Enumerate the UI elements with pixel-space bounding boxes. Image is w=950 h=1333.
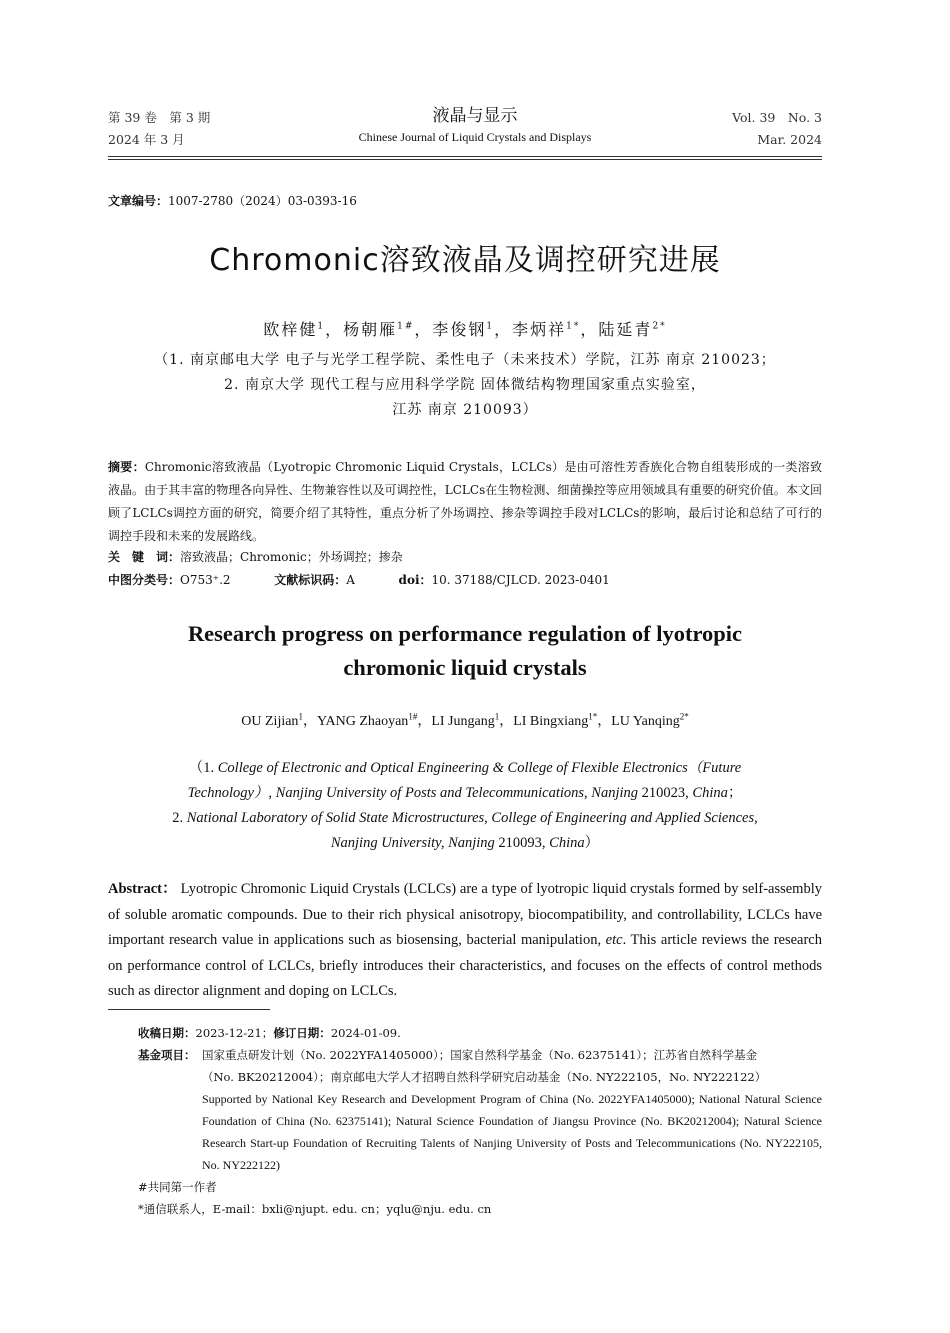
title-en — [108, 617, 822, 685]
received-revised: 收稿日期：2023-12-21；修订日期：2024-01-09. — [138, 1026, 401, 1040]
author-cn: 李炳祥 — [512, 320, 567, 339]
co-first-author-note: #共同第一作者 — [138, 1180, 217, 1194]
keywords-cn-label: 关 键 词： — [108, 550, 181, 564]
header-rule-1 — [108, 156, 822, 157]
doc-code-label: 文献标识码： — [274, 573, 347, 587]
abstract-en: Abstract： Lyotropic Chromonic Liquid Crystals (LCLCs) are a type of lyotropic liquid crystals formed by self-assembly of soluble aromatic compounds. Due to their rich physical anisotropy, biocompatibility, and controllability, LCLCs have important research value in applications such as biosensing, bacterial manipulation, etc. This article reviews the research on performance control of LCLCs, briefly introduces their characteristics, and focuses on the effects of control methods such as director alignment and doping on LCLCs. — [108, 881, 822, 999]
affiliations-cn — [108, 348, 822, 423]
keywords-cn — [108, 546, 403, 568]
journal-name-cn: 液晶与显示 — [432, 106, 518, 126]
keywords-cn-text: 溶致液晶；Chromonic；外场调控；掺杂 — [180, 550, 403, 564]
date-en: Mar. 2024 — [757, 132, 822, 147]
article-number — [108, 190, 357, 212]
author-en: YANG Zhaoyan — [316, 714, 409, 729]
author-cn: 李俊钢 — [432, 320, 487, 339]
classification — [108, 569, 822, 591]
author-cn: 杨朝雁 — [343, 320, 398, 339]
author-en: LI Bingxiang — [513, 714, 589, 729]
corresponding-author-note: *通信联系人，E-mail：bxli@njupt. edu. cn；yqlu@nju. edu. cn — [138, 1202, 492, 1216]
abstract-en-label: Abstract： — [108, 881, 177, 897]
header-center — [300, 104, 650, 146]
affiliation-cn-line: 江苏 南京 210093） — [392, 402, 538, 418]
author-cn: 欧梓健 — [263, 320, 318, 339]
affiliation-en-line: Technology）, Nanjing University of Posts and Telecommunications, Nanjing 210023, China； — [187, 785, 743, 801]
doc-code-value: A — [346, 573, 355, 587]
affiliation-cn-line: 2. 南京大学 现代工程与应用科学学院 固体微结构物理国家重点实验室， — [224, 377, 706, 393]
footnotes — [138, 1022, 822, 1220]
clc-label: 中图分类号： — [108, 573, 181, 587]
funding-cn: 国家重点研发计划（No. 2022YFA1405000）；国家自然科学基金（No. 62375141）；江苏省自然科学基金 — [202, 1048, 758, 1062]
header-rule-2 — [108, 159, 822, 160]
funding-en: Supported by National Key Research and Development Program of China (No. 2022YFA1405000); National Natural Science Foundation of China (No. 62375141); Natural Science Foundation of Jiangsu Province (No. BK20212004); Natural Science Research Start-up Foundation of Recruiting Talents of Nanjing University of Posts and Telecommunications (No. NY222105, No. NY222122) — [202, 1092, 822, 1172]
title-en-line: Research progress on performance regulation of lyotropic — [187, 621, 743, 646]
author-cn: 陆延青 — [598, 320, 653, 339]
author-en: LU Yanqing — [611, 714, 680, 729]
doi-value: 10. 37188/CJLCD. 2023-0401 — [431, 573, 610, 587]
abstract-cn-text: Chromonic溶致液晶（Lyotropic Chromonic Liquid Crystals，LCLCs）是由可溶性芳香族化合物自组装形成的一类溶致液晶。由于其丰富的物理各向异性、生物兼容性以及可调控性，LCLCs在生物检测、细菌操控等应用领域具有重要的研究价值。本文回顾了LCLCs调控方面的研究，简要介绍了其特性，重点分析了外场调控、掺杂等调控手段对LCLCs的影响，最后讨论和总结了可行的调控手段和未来的发展路线。 — [108, 460, 822, 543]
authors-en: OU Zijian$^1$，YANG Zhaoyan$^{1\#}$，LI Jungang$^1$，LI Bingxiang$^{1*}$，LU Yanqing$^{2*}$ — [241, 711, 689, 729]
funding: 基金项目： 国家重点研发计划（No. 2022YFA1405000）；国家自然科学基金（No. 62375141）；江苏省自然科学基金 （No. BK20212004）；南京邮电大学人才招聘自然科学研究启动基金（No. NY222105，No. NY222122） Supported by National Key Research and Development Program of China (No. 2022YFA1405000); National Natural Science Foundation of China (No. 62375141); Natural Science Foundation of Jiangsu Province (No. BK20212004); Natural Science Research Start-up Foundation of Recruiting Talents of Nanjing University of Posts and Telecommunications (No. NY222105, No. NY222122) — [138, 1044, 822, 1176]
clc-value: O753⁺.2 — [180, 573, 231, 587]
author-en: OU Zijian — [241, 714, 299, 729]
author-en: LI Jungang — [431, 714, 495, 729]
funding-cn: （No. BK20212004）；南京邮电大学人才招聘自然科学研究启动基金（No. NY222105，No. NY222122） — [202, 1070, 767, 1084]
title-en-line: chromonic liquid crystals — [343, 655, 587, 680]
affiliation-en-line: Nanjing University, Nanjing 210093, China） — [330, 835, 600, 851]
abstract-cn — [108, 456, 822, 548]
article-number-label: 文章编号： — [108, 194, 169, 208]
volume-issue-en: Vol. 39 No. 3 — [732, 110, 822, 125]
abstract-cn-label: 摘要： — [108, 460, 145, 474]
authors-cn: 欧梓健$^1$，杨朝雁$^{1\#}$，李俊钢$^1$，李炳祥$^{1*}$，陆延青$^{2*}$ — [263, 320, 667, 339]
title-cn: Chromonic溶致液晶及调控研究进展 — [209, 243, 721, 278]
affiliation-en-line: 2. National Laboratory of Solid State Microstructures, College of Engineering and Applied Sciences, — [172, 810, 758, 826]
affiliation-en-line: （1. College of Electronic and Optical Engineering & College of Flexible Electronics（Future — [188, 760, 742, 776]
header-right — [732, 107, 822, 151]
header-left — [108, 107, 210, 151]
doi-label: doi： — [398, 573, 432, 587]
volume-issue-cn: 第 39 卷 第 3 期 — [108, 110, 211, 125]
date-cn: 2024 年 3 月 — [108, 132, 185, 147]
journal-name-en: Chinese Journal of Liquid Crystals and Displays — [358, 130, 592, 144]
article-number-value: 1007-2780（2024）03-0393-16 — [168, 194, 357, 208]
footnote-rule — [108, 1009, 270, 1010]
affiliation-cn-line: （1. 南京邮电大学 电子与光学工程学院、柔性电子（未来技术）学院，江苏 南京 210023； — [154, 352, 776, 368]
affiliations-en — [108, 756, 822, 856]
